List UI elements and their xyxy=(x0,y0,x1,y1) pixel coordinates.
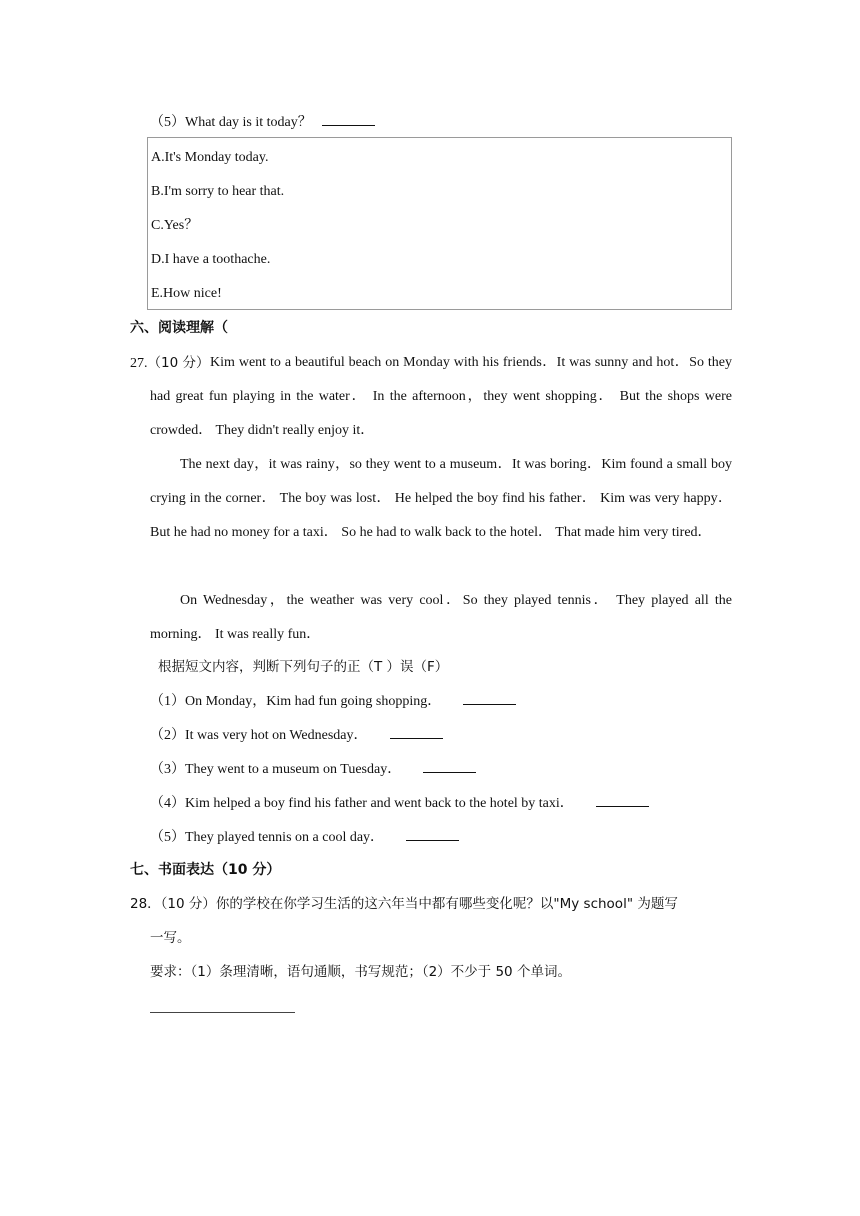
section-7-title: 七、书面表达（10 分） xyxy=(130,862,281,878)
tf-item-text: （1）On Monday，Kim had fun going shopping． xyxy=(150,694,442,709)
q27-number: 27. xyxy=(130,356,148,371)
tf-item-1 xyxy=(150,692,516,711)
answer-blank[interactable] xyxy=(596,794,649,807)
option-d: D.I have a toothache. xyxy=(151,252,271,267)
tf-item-text: （3）They went to a museum on Tuesday． xyxy=(150,762,402,777)
question-5 xyxy=(150,113,375,132)
option-e: E.How nice! xyxy=(151,286,222,301)
tf-item-4 xyxy=(150,794,649,813)
answer-blank[interactable] xyxy=(390,726,443,739)
answer-blank[interactable] xyxy=(322,113,375,126)
passage-paragraph-3: On Wednesday，the weather was very cool．So they played tennis． They played all the morning． It was really fun． xyxy=(150,593,732,642)
option-c: C.Yes？ xyxy=(151,218,199,233)
q28-requirement: 要求：（1）条理清晰，语句通顺，书写规范；（2）不少于 50 个单词。 xyxy=(150,964,571,980)
passage-paragraph-1: Kim went to a beautiful beach on Monday with his friends．It was sunny and hot．So they had great fun playing in the water． In the afternoon，they went shopping． But the shops were crowded． They didn't really enjoy it． xyxy=(150,355,732,438)
q28-line-1: 28．（10 分）你的学校在你学习生活的这六年当中都有哪些变化呢？以"My school" 为题写 xyxy=(130,896,678,912)
tf-item-text: （2）It was very hot on Wednesday． xyxy=(150,728,368,743)
tf-item-5 xyxy=(150,828,459,847)
options-box xyxy=(147,137,732,310)
writing-answer-line[interactable] xyxy=(150,1012,295,1013)
answer-blank[interactable] xyxy=(423,760,476,773)
tf-instruction: 根据短文内容，判断下列句子的正（T ）误（F） xyxy=(158,659,449,675)
question-5-text: （5）What day is it today？ xyxy=(150,115,312,130)
section-6-title: 六、阅读理解（ xyxy=(130,320,228,336)
tf-item-text: （4）Kim helped a boy find his father and went back to the hotel by taxi． xyxy=(150,796,574,811)
q27-score: （10 分） xyxy=(147,355,210,371)
tf-item-3 xyxy=(150,760,476,779)
passage-paragraph-2: The next day，it was rainy，so they went to a museum．It was boring．Kim found a small boy crying in the corner． The boy was lost． He helped the boy find his father． Kim was very happy． But he had no money for a taxi． So he had to walk back to the hotel． That made him very tired． xyxy=(150,457,732,540)
answer-blank[interactable] xyxy=(406,828,459,841)
option-a: A.It's Monday today. xyxy=(151,150,269,165)
q28-line-2: 一写。 xyxy=(150,930,191,946)
tf-item-2 xyxy=(150,726,443,745)
answer-blank[interactable] xyxy=(463,692,516,705)
option-b: B.I'm sorry to hear that. xyxy=(151,184,285,199)
tf-item-text: （5）They played tennis on a cool day． xyxy=(150,830,385,845)
